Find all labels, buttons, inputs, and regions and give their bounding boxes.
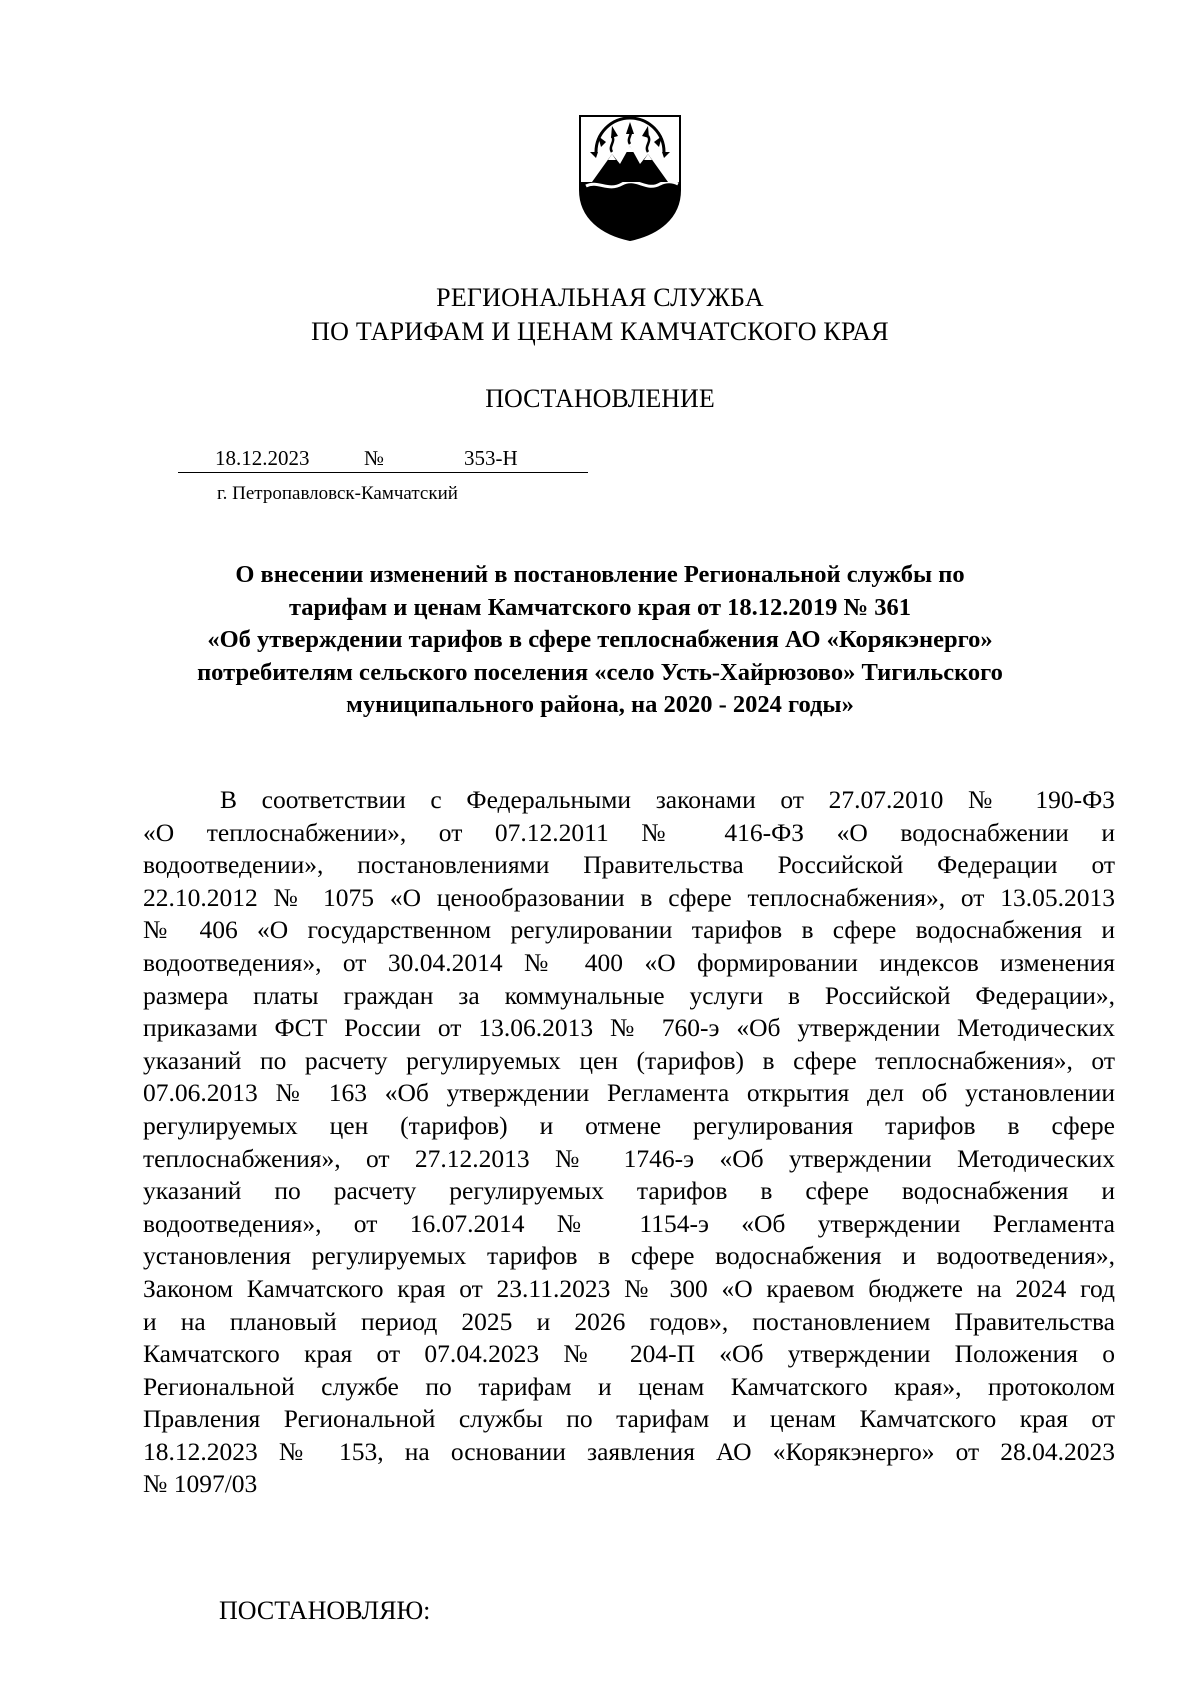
paragraph-line: 07.06.2013 № 163 «Об утверждении Регламента открытия дел об установлении bbox=[143, 1078, 1115, 1108]
paragraph-line: размера платы граждан за коммунальные услуги в Российской Федерации», bbox=[143, 980, 1115, 1010]
document-title bbox=[120, 559, 1080, 722]
paragraph-line: Региональной службе по тарифам и ценам Камчатского края», протоколом bbox=[143, 1371, 1115, 1401]
resolve-heading: ПОСТАНОВЛЯЮ: bbox=[219, 1596, 431, 1625]
kamchatka-coat-of-arms-icon bbox=[576, 112, 684, 242]
issue-city: г. Петропавловск-Камчатский bbox=[217, 483, 458, 504]
paragraph-line: указаний по расчету регулируемых тарифов в сфере водоснабжения и bbox=[143, 1176, 1115, 1206]
title-line: потребителям сельского поселения «село Усть-Хайрюзово» Тигильского bbox=[197, 658, 1003, 686]
title-line: О внесении изменений в постановление Региональной службы по bbox=[235, 561, 965, 588]
paragraph-line: Камчатского края от 07.04.2023 № 204-П «Об утверждении Положения о bbox=[143, 1339, 1115, 1369]
paragraph-line: Правления Региональной службы по тарифам и ценам Камчатского края от bbox=[143, 1404, 1115, 1434]
document-date: 18.12.2023 bbox=[215, 446, 310, 470]
paragraph-line: В соответствии с Федеральными законами от 27.07.2010 № 190-ФЗ bbox=[220, 785, 1115, 814]
paragraph-line: водоотведения», от 16.07.2014 № 1154-э «Об утверждении Регламента bbox=[143, 1208, 1115, 1238]
paragraph-line: указаний по расчету регулируемых цен (тарифов) в сфере теплоснабжения», от bbox=[143, 1045, 1115, 1075]
paragraph-line: водоотведения», от 30.04.2014 № 400 «О формировании индексов изменения bbox=[143, 947, 1115, 977]
organization-name-line-1: РЕГИОНАЛЬНАЯ СЛУЖБА bbox=[436, 283, 764, 312]
paragraph-line: № 406 «О государственном регулировании тарифов в сфере водоснабжения и bbox=[143, 915, 1115, 945]
document-type: ПОСТАНОВЛЕНИЕ bbox=[485, 384, 715, 413]
title-line: «Об утверждении тарифов в сфере теплоснабжения АО «Корякэнерго» bbox=[207, 626, 993, 653]
paragraph-line: установления регулируемых тарифов в сфере водоснабжения и водоотведения», bbox=[143, 1241, 1115, 1271]
preamble-paragraph bbox=[143, 784, 1115, 1501]
number-sign: № bbox=[364, 446, 385, 470]
title-line: тарифам и ценам Камчатского края от 18.12.2019 № 361 bbox=[288, 593, 912, 621]
paragraph-line: водоотведении», постановлениями Правительства Российской Федерации от bbox=[143, 850, 1115, 880]
paragraph-line: регулируемых цен (тарифов) и отмене регулирования тарифов в сфере bbox=[143, 1110, 1115, 1140]
paragraph-line: приказами ФСТ России от 13.06.2013 № 760-э «Об утверждении Методических bbox=[143, 1013, 1115, 1043]
title-line: муниципального района, на 2020 - 2024 годы» bbox=[346, 691, 854, 718]
paragraph-line: 18.12.2023 № 153, на основании заявления АО «Корякэнерго» от 28.04.2023 bbox=[143, 1436, 1115, 1466]
registration-line bbox=[178, 445, 588, 475]
organization-name-line-2: ПО ТАРИФАМ И ЦЕНАМ КАМЧАТСКОГО КРАЯ bbox=[311, 317, 889, 346]
registration-underline bbox=[178, 472, 588, 473]
paragraph-line: и на плановый период 2025 и 2026 годов», постановлением Правительства bbox=[143, 1306, 1115, 1336]
document-number: 353-Н bbox=[464, 446, 518, 470]
paragraph-line: «О теплоснабжении», от 07.12.2011 № 416-ФЗ «О водоснабжении и bbox=[143, 817, 1115, 847]
paragraph-line: 22.10.2012 № 1075 «О ценообразовании в сфере теплоснабжения», от 13.05.2013 bbox=[143, 882, 1115, 912]
paragraph-line: теплоснабжения», от 27.12.2013 № 1746-э «Об утверждении Методических bbox=[143, 1143, 1115, 1173]
paragraph-line: Законом Камчатского края от 23.11.2023 № 300 «О краевом бюджете на 2024 год bbox=[143, 1273, 1115, 1303]
paragraph-line: № 1097/03 bbox=[143, 1469, 258, 1499]
